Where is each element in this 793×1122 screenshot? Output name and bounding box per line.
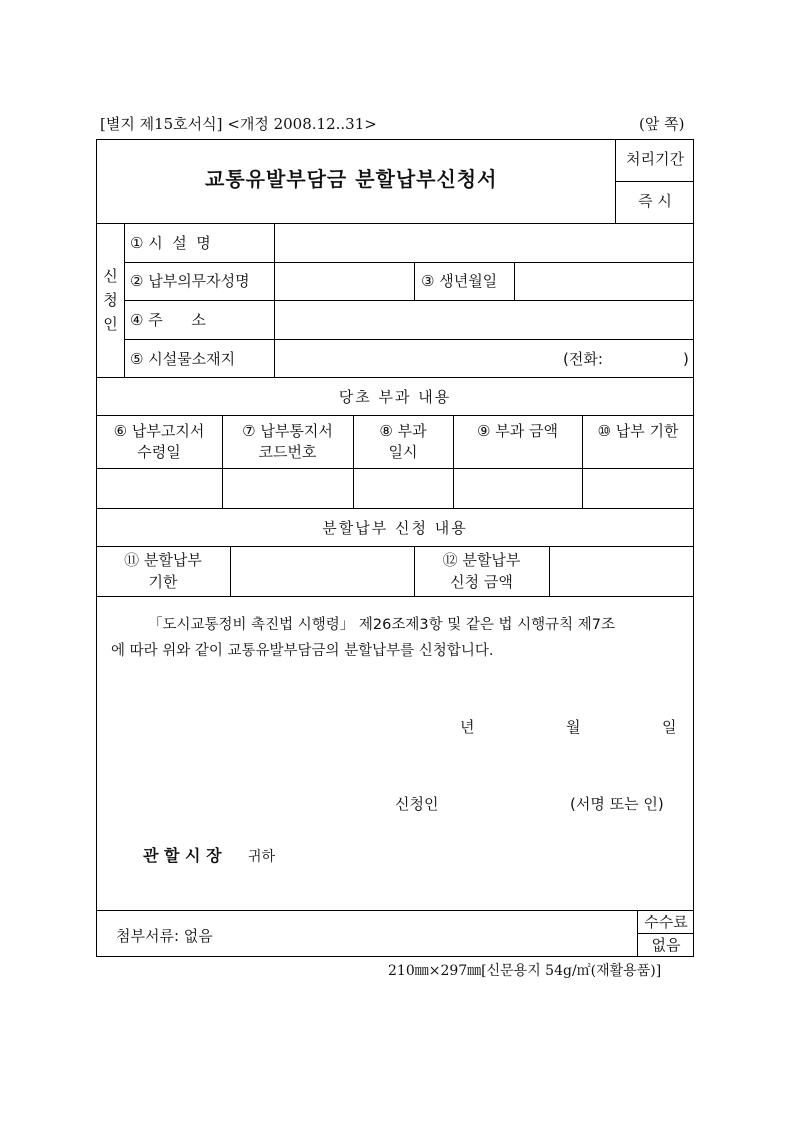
levy-date-field[interactable] xyxy=(355,470,451,506)
birth-date-label: ③ 생년월일 xyxy=(421,272,498,290)
original-levy-heading: 당초 부과 내용 xyxy=(338,388,452,406)
date-year-label: 년 xyxy=(460,718,475,736)
phone-field[interactable] xyxy=(612,343,680,374)
statement-line-1: 「도시교통정비 촉진법 시행령」 제26조제3항 및 같은 법 시행규칙 제7조 xyxy=(148,617,615,633)
address-field[interactable] xyxy=(276,302,692,337)
column-levy-amount: ⑨ 부과 금액 xyxy=(477,422,558,440)
applicant-group-label: 신 청 인 xyxy=(103,267,118,333)
statement-line-2: 에 따라 위와 같이 교통유발부담금의 분할납부를 신청합니다. xyxy=(111,643,494,659)
facility-name-field[interactable] xyxy=(276,225,692,260)
signature-field[interactable] xyxy=(445,790,560,816)
processing-period-value: 즉 시 xyxy=(638,192,672,210)
installment-heading: 분할납부 신청 내용 xyxy=(322,519,468,537)
installment-amount-label: ⑫ 분할납부 신청 금액 xyxy=(442,551,521,591)
addressee-name: 관 할 시 장 xyxy=(143,846,222,865)
date-month-label: 월 xyxy=(566,718,581,736)
column-levy-date: ⑧ 부과 일시 xyxy=(379,422,427,461)
processing-period-label: 처리기간 xyxy=(626,150,684,168)
form-title: 교통유발부담금 분할납부신청서 xyxy=(205,167,498,191)
attachments-label: 첨부서류: 없음 xyxy=(116,927,213,945)
payment-deadline-field[interactable] xyxy=(584,470,692,506)
addressee-suffix: 귀하 xyxy=(248,849,276,865)
address-label: ④ 주 소 xyxy=(130,311,206,329)
levy-amount-field[interactable] xyxy=(455,470,580,506)
column-payment-deadline: ⑩ 납부 기한 xyxy=(597,422,679,440)
date-day-label: 일 xyxy=(662,718,677,736)
paper-spec-footer: 210㎜×297㎜[신문용지 54g/㎡(재활용품)] xyxy=(388,963,662,979)
facility-location-label: ⑤ 시설물소재지 xyxy=(130,350,236,368)
birth-date-field[interactable] xyxy=(516,264,692,298)
fee-label: 수수료 xyxy=(644,913,688,931)
notice-receipt-field[interactable] xyxy=(98,470,220,506)
phone-close-paren: ) xyxy=(683,350,689,368)
column-code-number: ⑦ 납부통지서 코드번호 xyxy=(242,422,333,461)
page-side-label: (앞 쪽) xyxy=(639,115,685,133)
payer-name-label: ② 납부의무자성명 xyxy=(130,272,250,290)
code-number-field[interactable] xyxy=(224,470,351,506)
installment-deadline-label: ⑪ 분할납부 기한 xyxy=(124,551,202,591)
column-notice-receipt: ⑥ 납부고지서 수령일 xyxy=(113,422,205,461)
phone-label: (전화: xyxy=(563,350,603,368)
signature-note: (서명 또는 인) xyxy=(570,795,664,813)
form-number: [별지 제15호서식] <개정 2008.12..31> xyxy=(100,115,377,133)
applicant-signature-label: 신청인 xyxy=(395,795,439,813)
facility-name-label: ① 시 설 명 xyxy=(130,234,211,252)
payer-name-field[interactable] xyxy=(276,264,412,298)
installment-deadline-field[interactable] xyxy=(232,548,412,594)
fee-value: 없음 xyxy=(651,936,681,954)
installment-amount-field[interactable] xyxy=(551,548,692,594)
facility-location-field[interactable] xyxy=(276,341,556,376)
